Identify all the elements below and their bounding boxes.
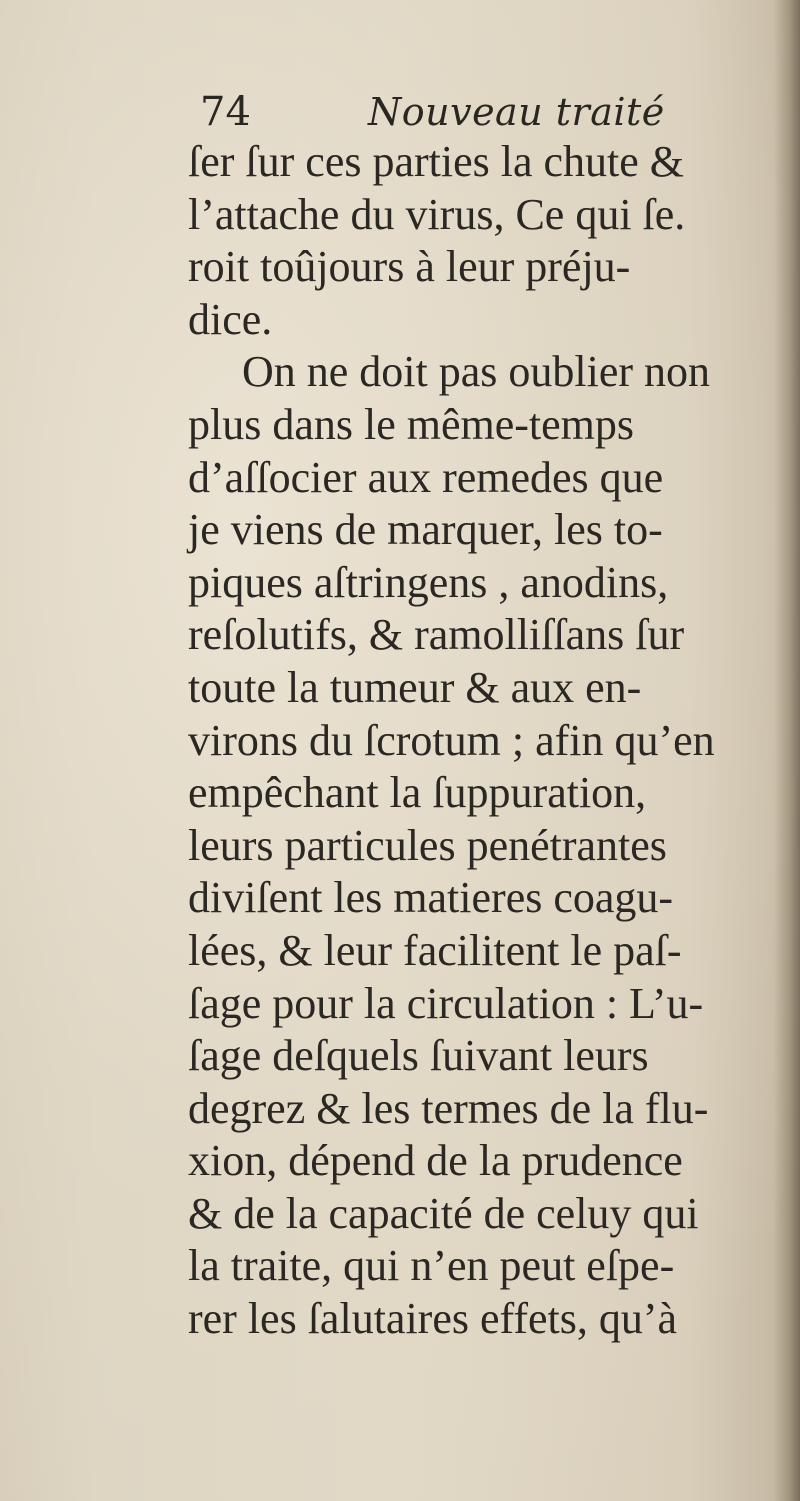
text-line: roit toûjours à leur préju- xyxy=(188,242,631,292)
page-number: 74 xyxy=(200,89,251,135)
text-line: l’attache du virus, Ce qui ſe. xyxy=(188,189,686,239)
spine-shadow xyxy=(774,0,800,1501)
text-line: dice. xyxy=(188,294,273,344)
text-line: reſolutifs, & ramolliſſans ſur xyxy=(188,610,685,660)
text-line: ſer ſur ces parties la chute & xyxy=(188,137,685,186)
running-title: Nouveau traité xyxy=(368,90,665,134)
text-line: virons du ſcrotum ; afin qu’en xyxy=(188,715,715,765)
text-line: ſage pour la circulation : L’u- xyxy=(188,978,704,1028)
text-line: ſage deſquels ſuivant leurs xyxy=(188,1031,649,1081)
text-line: toute la tumeur & aux en- xyxy=(188,662,642,712)
text-line: xion, dépend de la prudence xyxy=(188,1136,683,1186)
text-line: rer les ſalutaires effets, qu’à xyxy=(188,1294,678,1344)
text-line: degrez & les termes de la flu- xyxy=(188,1083,709,1133)
body-text xyxy=(188,136,768,1346)
text-line: lées, & leur facilitent le paſ- xyxy=(188,925,682,975)
text-line: d’aſſocier aux remedes que xyxy=(188,452,664,502)
text-line: plus dans le même-temps xyxy=(188,399,635,449)
text-line: piques aſtringens , anodins, xyxy=(188,557,669,607)
text-line: diviſent les matieres coagu- xyxy=(188,873,674,923)
text-line: empêchant la ſuppuration, xyxy=(188,768,647,818)
text-line: je viens de marquer, les to- xyxy=(188,505,663,555)
text-line: & de la capacité de celuy qui xyxy=(188,1188,699,1238)
page-header xyxy=(200,86,670,138)
text-line: la traite, qui n’en peut eſpe- xyxy=(188,1241,675,1291)
text-line: leurs particules penétrantes xyxy=(188,820,667,870)
text-line: On ne doit pas oublier non xyxy=(242,347,711,397)
